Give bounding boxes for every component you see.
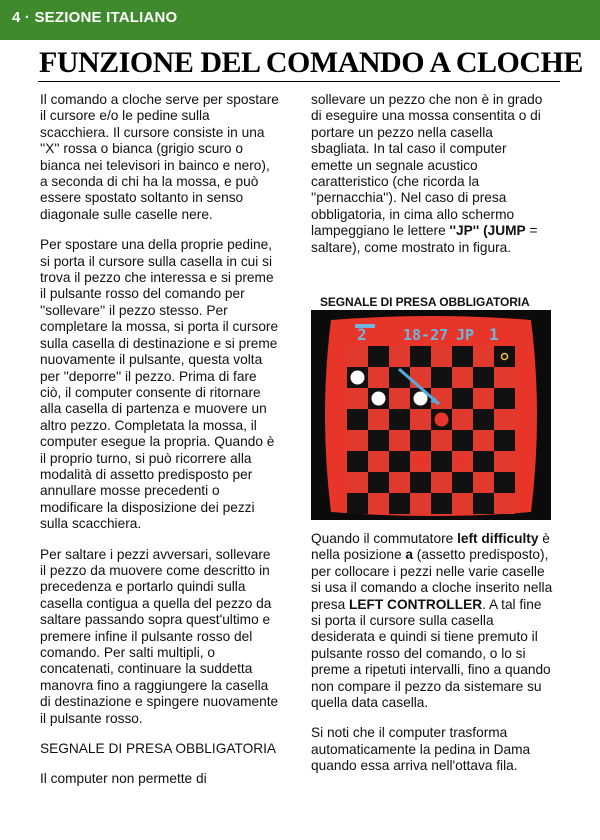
board-square	[347, 409, 368, 430]
right-paragraph-2	[311, 531, 555, 711]
jp-indicator: JP	[456, 326, 475, 344]
board-square	[347, 388, 368, 409]
board-square	[368, 409, 389, 430]
board-square	[494, 430, 515, 451]
checkerboard	[347, 346, 515, 514]
board-square	[452, 493, 473, 514]
board-square	[473, 346, 494, 367]
board-square	[494, 367, 515, 388]
board-square	[431, 472, 452, 493]
board-square	[431, 346, 452, 367]
position-a-bold: a	[405, 547, 413, 563]
board-square	[473, 388, 494, 409]
board-square	[410, 367, 431, 388]
right-column-top	[311, 92, 551, 270]
left-controller-bold: LEFT CONTROLLER	[349, 596, 483, 612]
board-square	[347, 430, 368, 451]
score-right: 1	[489, 325, 499, 344]
board-square	[410, 346, 431, 367]
left-paragraph-4: Il computer non permette di	[40, 771, 207, 787]
section-header-label: 4 · SEZIONE ITALIANO	[12, 9, 178, 26]
board-square	[410, 472, 431, 493]
board-square	[473, 472, 494, 493]
right-p1-text-start: sollevare un pezzo che non è in grado di eseguire una mossa consentita o di portare un pezzo nella casella sbagliata. In tal caso il computer emette un segnale acustico caratteristico (che ricorda la ''pernacchia''). Nel caso di presa obbligatoria, in cima allo schermo lampeggiano le lettere	[311, 92, 543, 239]
board-square	[347, 451, 368, 472]
right-p2-end: . A tal fine si porta il cursore sulla casella desiderata e quindi si tiene premuto il pulsante rosso del comando, o lo si preme a ripetuti intervalli, fino a quando non compare il pezzo da sistemare su quella data casella.	[311, 596, 551, 711]
section-header-bar	[0, 0, 600, 40]
board-square	[452, 367, 473, 388]
board-square	[347, 493, 368, 514]
red-piece	[414, 455, 428, 469]
board-square	[473, 430, 494, 451]
board-square	[347, 346, 368, 367]
board-square	[494, 493, 515, 514]
right-p2-mid2: (assetto predisposto), per collocare i pezzi nelle varie caselle si usa il comando a cloche inserito nella presa	[311, 547, 553, 612]
board-square	[368, 472, 389, 493]
board-square	[347, 472, 368, 493]
title-underline	[38, 81, 560, 82]
jp-jump-bold: ''JP'' (JUMP	[449, 223, 526, 239]
board-square	[452, 388, 473, 409]
board-square	[368, 493, 389, 514]
board-square	[389, 409, 410, 430]
left-paragraph-1: Il comando a cloche serve per spostare il cursore e/o le pedine sulla scacchiera. Il cursore consiste in una ''X'' rossa o bianca (grigio scuro o bianca nei televisori in bainco e nero), a seconda di chi ha la mossa, e può essere spostato soltanto in senso diagonale sulle caselle nere.	[40, 92, 279, 222]
left-paragraph-3: Per saltare i pezzi avversari, sollevare il pezzo da muovere come descritto in precedenza e portarlo quindi sulla casella contigua a quella del pezzo da saltare passando sopra quest'ultimo e premere infine il pulsante rosso del comando. Per salti multipli, o concatenati, continuare la suddetta manovra fino a raggiungere la casella di destinazione e spingere nuovamente il pulsante rosso.	[40, 546, 279, 726]
board-square	[452, 430, 473, 451]
white-piece	[351, 371, 365, 385]
left-difficulty-bold: left difficulty	[457, 531, 539, 546]
board-square	[494, 388, 515, 409]
board-square	[494, 409, 515, 430]
board-square	[494, 472, 515, 493]
board-square	[389, 430, 410, 451]
board-square	[410, 430, 431, 451]
figure-caption: SEGNALE DI PRESA OBBLIGATORIA	[320, 295, 530, 309]
right-p2-mid1: è nella posizione	[311, 531, 550, 563]
board-square	[389, 451, 410, 472]
red-piece	[456, 455, 470, 469]
board-square	[431, 451, 452, 472]
board-square	[494, 451, 515, 472]
board-square	[410, 493, 431, 514]
move-counter: 18-27	[403, 326, 449, 344]
game-screen-figure	[311, 310, 551, 520]
checkers-screen-svg	[311, 310, 551, 520]
board-square	[368, 367, 389, 388]
board-square	[431, 493, 452, 514]
section-subheading: SEGNALE DI PRESA OBBLIGATORIA	[40, 741, 277, 757]
board-square	[452, 346, 473, 367]
right-p2-start: Quando il commutatore	[311, 531, 458, 546]
board-square	[452, 472, 473, 493]
board-square	[494, 346, 515, 367]
white-piece	[372, 392, 386, 406]
score-left: 2	[357, 325, 367, 344]
board-square	[473, 451, 494, 472]
right-paragraph-3: Si noti che il computer trasforma automaticamente la pedina in Dama quando essa arriva nell'ottava fila.	[311, 725, 531, 774]
board-square	[368, 346, 389, 367]
board-square	[473, 409, 494, 430]
left-column	[40, 92, 280, 802]
board-square	[389, 346, 410, 367]
board-square	[368, 430, 389, 451]
right-paragraph-1	[311, 92, 551, 256]
board-square	[389, 472, 410, 493]
right-p1-text-end: = saltare), come mostrato in figura.	[311, 223, 538, 255]
right-column-bottom	[311, 531, 555, 789]
board-square	[452, 409, 473, 430]
board-square	[473, 493, 494, 514]
board-square	[368, 451, 389, 472]
board-square	[473, 367, 494, 388]
board-square	[410, 409, 431, 430]
left-paragraph-2: Per spostare una della proprie pedine, si porta il cursore sulla casella in cui si trova il pezzo che interessa e si preme il pulsante rosso del comando per ''sollevare'' il pezzo stesso. Per completare la mossa, si porta il cursore sulla casella di destinazione e si preme nuovamente il pulsante, questa volta per ''deporre'' il pezzo. Prima di fare ciò, il computer consente di ritornare alla casella di partenza e muovere un altro pezzo. Completata la mossa, il computer esegue la propria. Quando è il proprio turno, si può ricorrere alla modalità di assetto predisposto per annullare mosse precedenti o modificare la disposizione dei pezzi sulla scacchiera.	[40, 237, 279, 532]
board-square	[389, 493, 410, 514]
board-square	[431, 430, 452, 451]
board-square	[431, 367, 452, 388]
red-piece	[435, 413, 449, 427]
page-title: FUNZIONE DEL COMANDO A CLOCHE	[39, 46, 583, 79]
board-square	[389, 388, 410, 409]
